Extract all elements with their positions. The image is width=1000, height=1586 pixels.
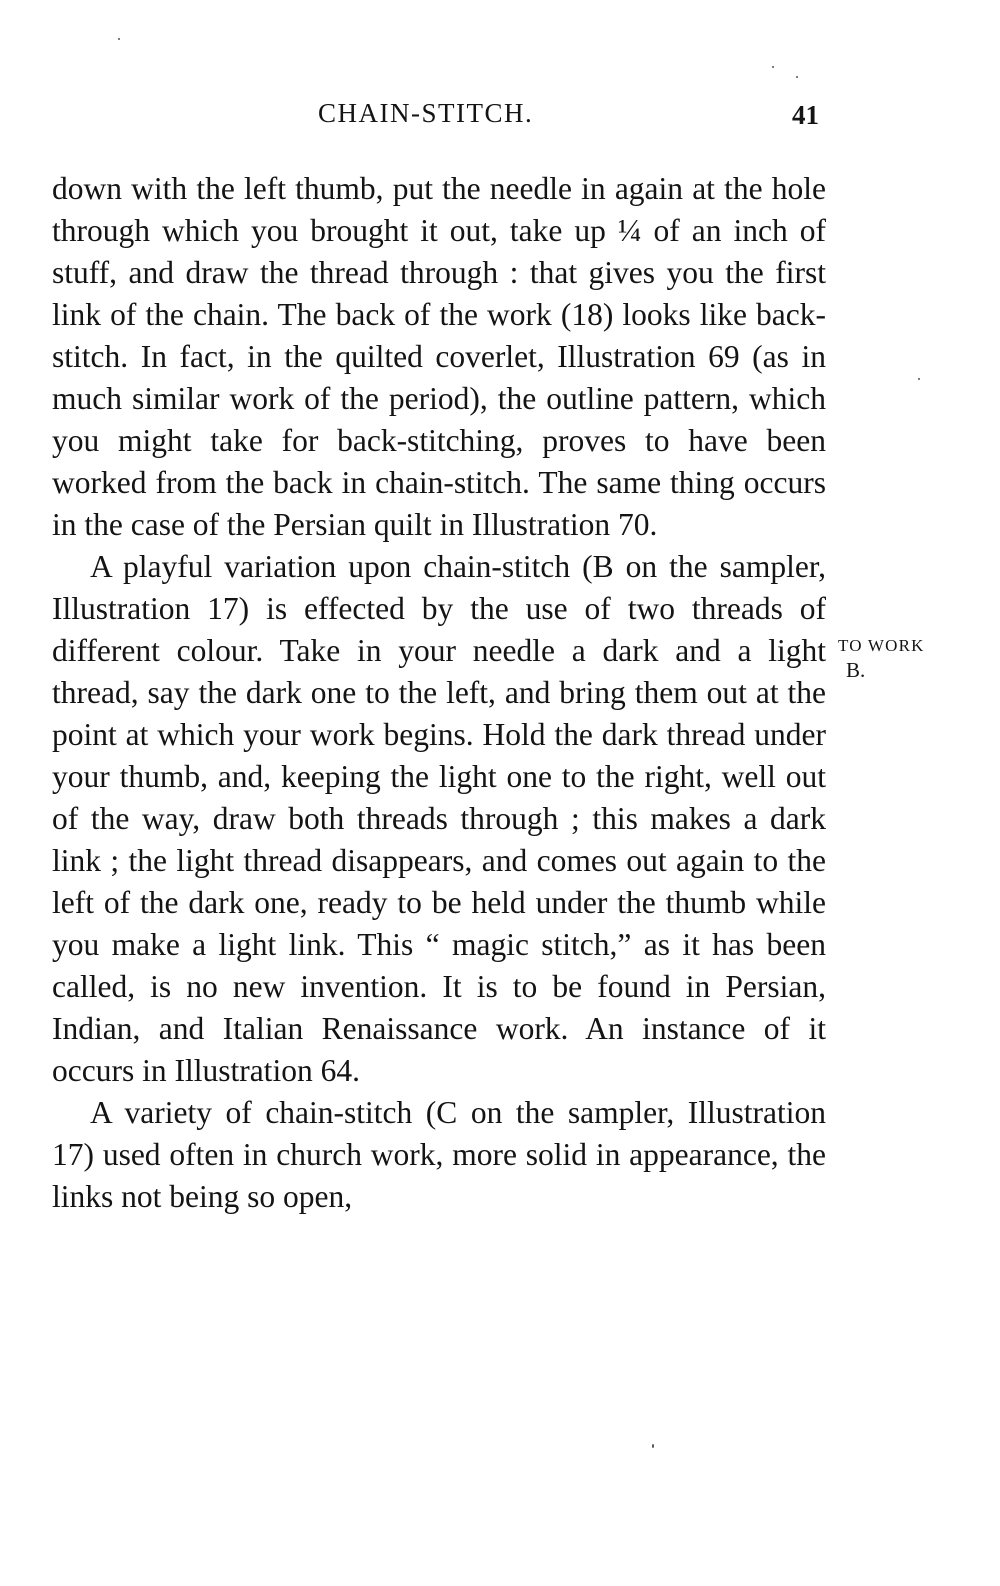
paper-speck <box>772 66 774 68</box>
margin-note-line-1: TO WORK <box>838 636 925 655</box>
body-text <box>52 168 826 1218</box>
running-head-title: CHAIN-STITCH. <box>318 98 534 128</box>
margin-note-line-2: B. <box>846 658 866 682</box>
paper-speck <box>652 1444 654 1448</box>
paragraph-continued: down with the left thumb, put the needle in again at the hole through which you brought it out, take up ¼ of an inch of stuff, and draw the thread through : that gives you the first link of the chain. The back of the work (18) looks like back-stitch. In fact, in the quilted coverlet, Illustration 69 (as in much similar work of the period), the outline pattern, which you might take for back-stitching, proves to have been worked from the back in chain-stitch. The same thing occurs in the case of the Persian quilt in Illustration 70. <box>52 171 826 542</box>
paragraph-church-work: A variety of chain-stitch (C on the sampler, Illustration 17) used often in church work, more solid in appearance, the links not being so open, <box>52 1095 826 1214</box>
margin-note <box>838 634 925 682</box>
paper-speck <box>118 38 120 40</box>
paragraph-magic-stitch: A playful variation upon chain-stitch (B on the sampler, Illustration 17) is effected by the use of two threads of different colour. Take in your needle a dark and a light thread, say the dark one to the left, and bring them out at the point at which your work begins. Hold the dark thread under your thumb, and, keeping the light one to the right, well out of the way, draw both threads through ; this makes a dark link ; the light thread disappears, and comes out again to the left of the dark one, ready to be held under the thumb while you make a light link. This “ magic stitch,” as it has been called, is no new invention. It is to be found in Persian, Indian, and Italian Renaissance work. An instance of it occurs in Illustration 64. <box>52 549 826 1088</box>
page-number: 41 <box>792 100 819 130</box>
paper-speck <box>796 76 798 78</box>
paper-speck <box>918 378 920 380</box>
